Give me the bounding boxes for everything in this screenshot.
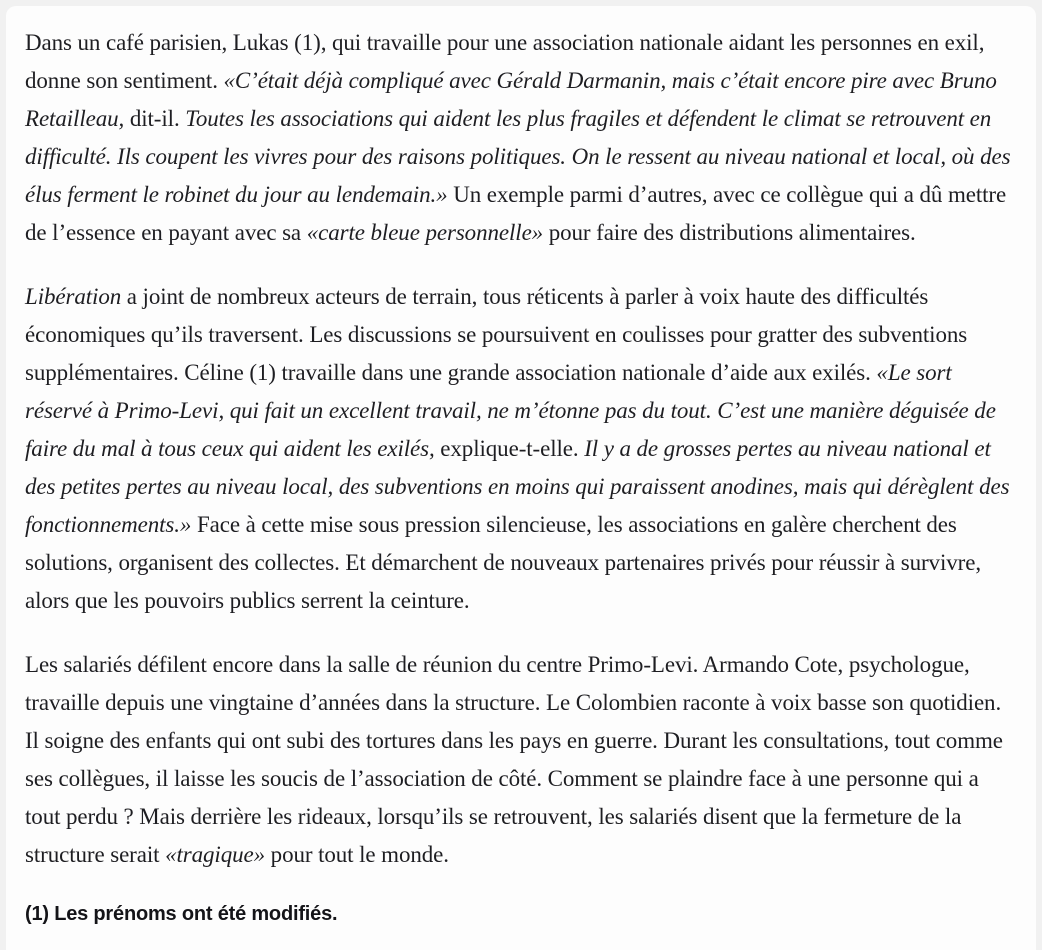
text-segment: explique-t-elle. [440, 436, 585, 461]
quote-italic-segment: «C’était déjà compliqué avec Gérald Darmanin, mais c’était encore pire avec Bruno Retailleau, [25, 68, 997, 131]
article-body [25, 24, 1015, 928]
quote-italic-segment: «Le sort réservé à Primo-Levi, qui fait un excellent travail, ne m’étonne pas du tout. C’est une manière déguisée de faire du mal à tous ceux qui aident les exilés, [25, 360, 996, 461]
quote-italic-segment: «tragique» [165, 842, 271, 867]
article-footnote: (1) Les prénoms ont été modifiés. [25, 903, 338, 925]
text-segment: a joint de nombreux acteurs de terrain, tous réticents à parler à voix haute des difficultés économiques qu’ils traversent. Les discussions se poursuivent en coulisses pour gratter des subventions supplémentaires. Céline (1) travaille dans une grande association nationale d’aide aux exilés. [25, 284, 968, 385]
text-segment: Dans un café parisien, Lukas (1), qui travaille pour une association nationale aidant les personnes en exil, donne son sentiment. [25, 30, 985, 93]
text-segment: Un exemple parmi d’autres, avec ce collègue qui a dû mettre de l’essence en payant avec sa [25, 182, 1007, 245]
text-segment: dit-il. [129, 106, 186, 131]
text-segment: Face à cette mise sous pression silencieuse, les associations en galère cherchent des solutions, organisent des collectes. Et démarchent de nouveaux partenaires privés pour réussir à survivre, alors que les pouvoirs publics serrent la ceinture. [25, 512, 981, 613]
article-paragraph [25, 646, 1015, 874]
text-segment: Les salariés défilent encore dans la salle de réunion du centre Primo-Levi. Armando Cote, psychologue, travaille depuis une vingtaine d’années dans la structure. Le Colombien raconte à voix basse son quotidien. Il soigne des enfants qui ont subi des tortures dans les pays en guerre. Durant les consultations, tout comme ses collègues, il laisse les soucis de l’association de côté. Comment se plaindre face à une personne qui a tout perdu ? Mais derrière les rideaux, lorsqu’ils se retrouvent, les salariés disent que la fermeture de la structure serait [25, 652, 1003, 867]
article-paragraph [25, 24, 1015, 252]
article-paragraph [25, 278, 1015, 620]
quote-italic-segment: «carte bleue personnelle» [306, 220, 549, 245]
text-segment: pour faire des distributions alimentaires. [548, 220, 916, 245]
text-segment: pour tout le monde. [270, 842, 449, 867]
quote-italic-segment: Toutes les associations qui aident les plus fragiles et défendent le climat se retrouvent en difficulté. Ils coupent les vivres pour des raisons politiques. On le ressent au niveau national et local, où des élus ferment le robinet du jour au lendemain.» [25, 106, 1011, 207]
quote-italic-segment: Il y a de grosses pertes au niveau national et des petites pertes au niveau local, des subventions en moins qui paraissent anodines, mais qui dérèglent des fonctionnements.» [25, 436, 1010, 537]
quote-italic-segment: Libération [25, 284, 127, 309]
